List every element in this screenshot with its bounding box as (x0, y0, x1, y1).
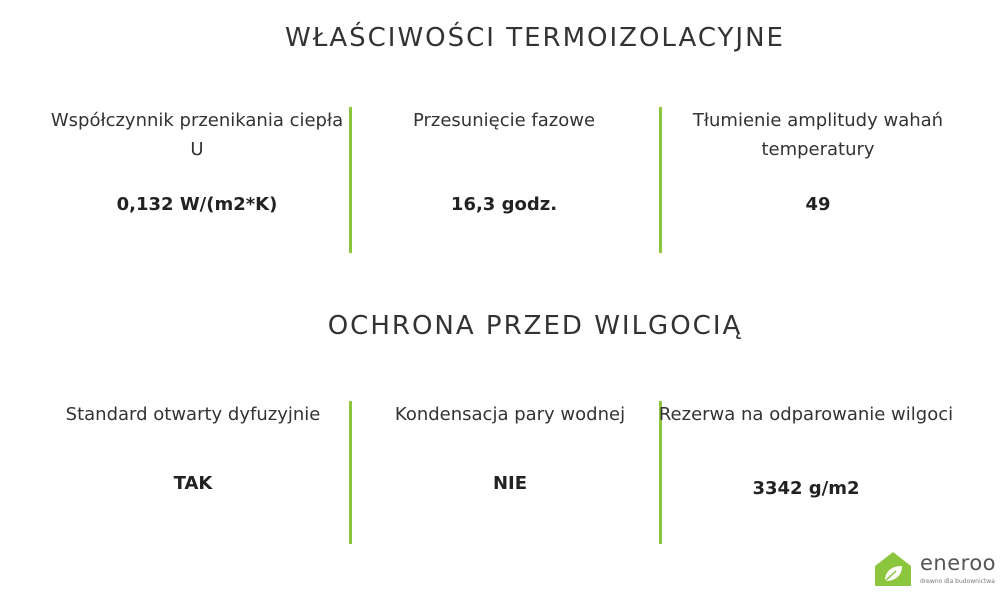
property-value: 49 (805, 194, 831, 215)
property-label: Standard otwarty dyfuzyjnie (65, 404, 321, 425)
property-phase-shift (354, 106, 654, 215)
property-label: Rezerwa na odparowanie wilgoci (658, 404, 954, 425)
column-divider (349, 401, 352, 544)
property-evaporation-reserve (656, 400, 956, 499)
property-value: 3342 g/m2 (752, 478, 860, 499)
column-divider (659, 107, 662, 253)
property-value: 0,132 W/(m2*K) (116, 194, 278, 215)
section-title-thermal: WŁAŚCIWOŚCI TERMOIZOLACYJNE (285, 23, 785, 53)
brand-logo (874, 551, 998, 589)
property-value: 16,3 godz. (450, 194, 558, 215)
property-u-coefficient (47, 106, 347, 215)
brand-name: eneroo (920, 551, 997, 575)
property-diffusion-open (43, 400, 343, 494)
property-condensation (360, 400, 660, 494)
section-title-moisture: OCHRONA PRZED WILGOCIĄ (327, 311, 743, 341)
property-amplitude-damping (668, 106, 968, 215)
property-value: NIE (492, 473, 528, 494)
property-label: Tłumienie amplitudy wahań temperatury (692, 110, 944, 160)
property-label: Współczynnik przenikania ciepła U (50, 110, 344, 160)
column-divider (349, 107, 352, 253)
property-label: Kondensacja pary wodnej (394, 404, 626, 425)
brand-tagline: drewno dla budownictwa (920, 578, 995, 585)
property-value: TAK (173, 473, 213, 494)
leaf-house-icon (874, 551, 912, 587)
property-label: Przesunięcie fazowe (412, 110, 596, 131)
